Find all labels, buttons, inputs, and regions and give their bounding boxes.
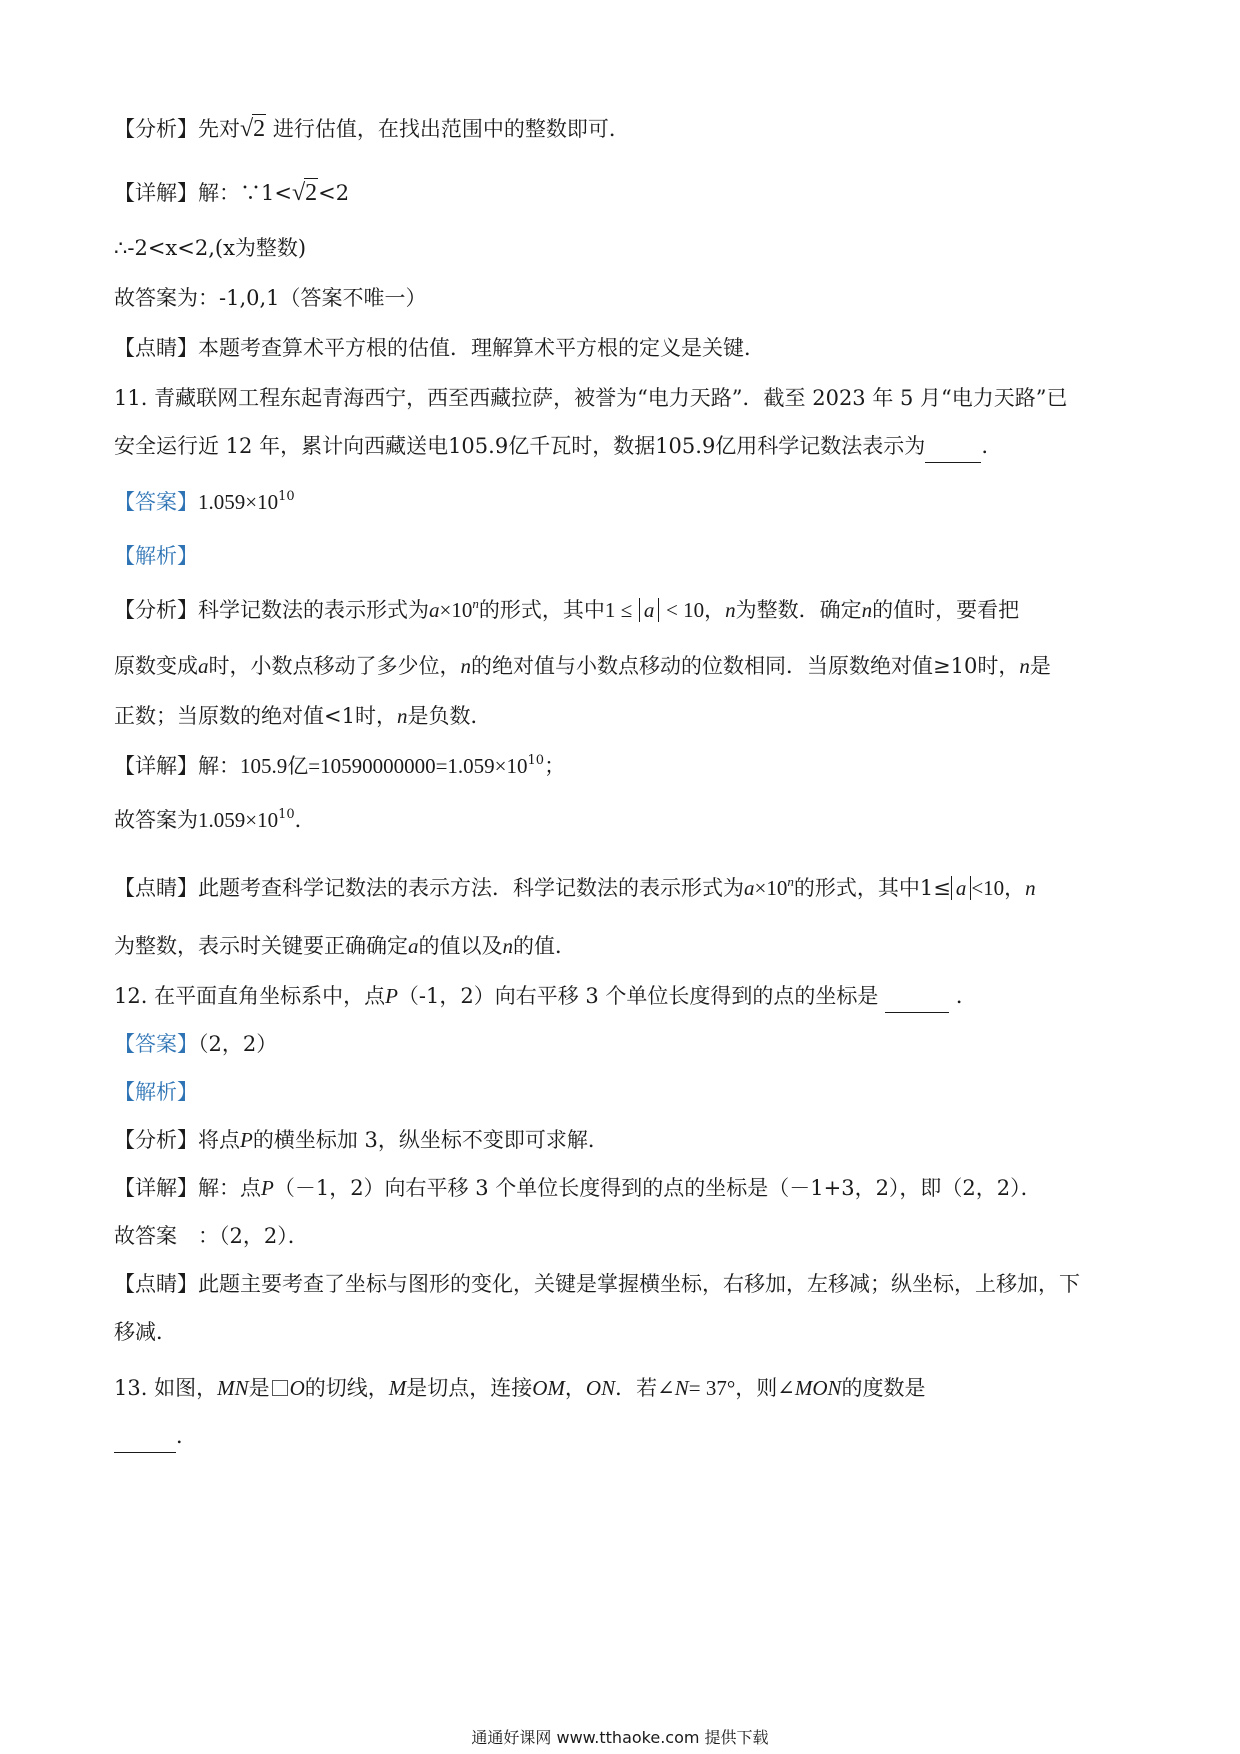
q13-question	[114, 1374, 926, 1402]
var-mon: MON	[794, 1376, 842, 1400]
text: 1.059×10	[198, 490, 279, 514]
exponent: 10	[278, 489, 295, 504]
var-p: P	[240, 1128, 253, 1152]
text: 的切线，	[304, 1376, 389, 1400]
text: 将点	[198, 1128, 240, 1152]
text: 此题主要考查了坐标与图形的变化，关键是掌握横坐标，右移加，左移减；纵坐标，上移加，下	[198, 1272, 1080, 1296]
var-n: n	[861, 598, 873, 622]
text: 时，小数点移动了多少位，	[208, 654, 461, 678]
q10-detail	[114, 178, 349, 207]
exponent: 10	[278, 807, 295, 822]
q13-blank-line	[114, 1422, 197, 1453]
q11-comment-line1	[114, 874, 1036, 902]
radicand: 2	[305, 180, 318, 206]
var-n: n	[1025, 876, 1036, 900]
text: 此题考查科学记数法的表示方法．科学记数法的表示形式为	[198, 876, 744, 900]
text: （2，2）	[198, 1032, 278, 1056]
text: 1 ≤	[604, 598, 633, 622]
answer-label: 【答案】	[114, 1032, 198, 1056]
text: 解：105.9亿=10590000000=1.059×10	[198, 754, 528, 778]
q10-therefore: ∴-2<x<2,(x为整数)	[114, 236, 307, 260]
q12-question	[114, 982, 977, 1013]
q11-question-line2	[114, 432, 988, 463]
q11-analysis-line2	[114, 652, 1051, 680]
text: 的横坐标加 3，纵坐标不变即可求解．	[252, 1128, 609, 1152]
explain-label: 【解析】	[114, 544, 198, 568]
answer-blank	[114, 1424, 176, 1453]
q12-explain-label	[114, 1078, 198, 1106]
text: 故答案为1.059×10	[114, 808, 279, 832]
var-n: n	[787, 874, 794, 889]
text: 的绝对值与小数点移动的位数相同．当原数绝对值≥10时，	[471, 654, 1020, 678]
q11-detail	[114, 752, 565, 780]
q11-question-line1: 11. 青藏联网工程东起青海西宁，西至西藏拉萨，被誉为“电力天路”．截至 2023 年 5 月“电力天路”已	[114, 386, 1068, 410]
comment-label: 【点睛】	[114, 336, 198, 360]
explain-label: 【解析】	[114, 1080, 198, 1104]
var-n: n	[460, 654, 471, 678]
text: 正数；当原数的绝对值<1时，	[114, 704, 397, 728]
text: 的值．	[513, 934, 576, 958]
var-n: n	[1019, 654, 1030, 678]
var-n: n	[396, 704, 408, 728]
text: ；	[544, 754, 566, 778]
text: ，	[564, 1376, 586, 1400]
text: 解：∵1<	[198, 181, 292, 205]
text: 的形式，其中1≤	[793, 876, 951, 900]
q11-answer-line	[114, 806, 316, 834]
text: 是负数．	[407, 704, 492, 728]
text: 本题考查算术平方根的估值．理解算术平方根的定义是关键．	[198, 336, 765, 360]
text: 的值以及	[418, 934, 503, 958]
q11-explain-label	[114, 542, 198, 570]
abs-a: a	[951, 876, 972, 900]
page-footer: 通通好课网 www.tthaoke.com 提供下载	[471, 1728, 769, 1747]
q10-comment	[114, 334, 765, 362]
exponent: 10	[527, 753, 545, 768]
answer-blank	[885, 984, 949, 1013]
var-on: ON	[585, 1376, 616, 1400]
text: ．	[955, 984, 977, 1008]
text: .	[981, 434, 988, 458]
var-m: M	[388, 1376, 407, 1400]
var-om: OM	[532, 1376, 565, 1400]
answer-label: 【答案】	[114, 490, 198, 514]
sqrt-2: √2	[291, 180, 318, 206]
text: 原数变成	[114, 654, 198, 678]
q11-analysis-line1	[114, 596, 1019, 624]
analysis-label: 【分析】	[114, 598, 198, 622]
analysis-label: 【分析】	[114, 117, 198, 141]
text: ．	[294, 808, 316, 832]
text: 为整数．确定	[735, 598, 862, 622]
abs-a: a	[639, 598, 660, 622]
var-a: a	[429, 598, 440, 622]
answer-blank	[925, 434, 981, 463]
text: 12. 在平面直角坐标系中，点	[114, 984, 386, 1008]
text: 是切点，连接	[406, 1376, 533, 1400]
var-o: O	[289, 1376, 305, 1400]
q12-comment-line2: 移减．	[114, 1320, 177, 1344]
var-mn: MN	[217, 1376, 249, 1400]
text: <10，	[971, 876, 1026, 900]
text: ，	[704, 598, 726, 622]
text: （-1，2）向右平移 3 个单位长度得到的点的坐标是	[397, 984, 879, 1008]
sqrt-2: √2	[240, 116, 266, 142]
var-p: P	[261, 1176, 274, 1200]
var-n: n	[502, 934, 513, 958]
var-a: a	[408, 934, 419, 958]
q12-analysis	[114, 1126, 609, 1154]
text: ×10	[754, 876, 788, 900]
comment-label: 【点睛】	[114, 876, 198, 900]
text: 科学记数法的表示形式为	[198, 598, 429, 622]
text: 解：点	[198, 1176, 261, 1200]
q10-answer: 故答案为：-1,0,1（答案不唯一）	[114, 286, 427, 310]
circle-symbol-icon	[272, 1380, 288, 1396]
var-n: N	[674, 1376, 689, 1400]
text: 的度数是	[841, 1376, 926, 1400]
detail-label: 【详解】	[114, 181, 198, 205]
q11-analysis-line3	[114, 702, 491, 730]
text: 是	[1029, 654, 1051, 678]
text: 13. 如图，	[114, 1376, 218, 1400]
q11-answer	[114, 488, 295, 516]
text: ．	[176, 1424, 197, 1448]
text: 为整数，表示时关键要正确确定	[114, 934, 408, 958]
text: 安全运行近 12 年，累计向西藏送电105.9亿千瓦时，数据105.9亿用科学记数法表示为	[114, 434, 926, 458]
text: 的值时，要看把	[872, 598, 1020, 622]
text: ×10	[439, 598, 473, 622]
text: = 37°，则∠	[688, 1376, 795, 1400]
text: <2	[318, 181, 350, 205]
var-p: P	[385, 984, 398, 1008]
q11-comment-line2	[114, 932, 576, 960]
text: ．若∠	[615, 1376, 675, 1400]
q12-answer-line: 故答案 ：（2，2）．	[114, 1224, 309, 1248]
q12-comment-line1	[114, 1270, 1080, 1298]
var-n: n	[725, 598, 736, 622]
text: （－1，2）向右平移 3 个单位长度得到的点的坐标是（－1+3，2），即（2，2）．	[273, 1176, 1042, 1200]
text: 进行估值，在找出范围中的整数即可．	[272, 117, 630, 141]
var-a: a	[198, 654, 209, 678]
text: < 10	[666, 598, 705, 622]
q12-answer	[114, 1030, 277, 1058]
text: 的形式，其中	[478, 598, 605, 622]
var-n: n	[472, 596, 479, 611]
comment-label: 【点睛】	[114, 1272, 198, 1296]
analysis-label: 【分析】	[114, 1128, 198, 1152]
text: 先对	[198, 117, 240, 141]
text: 是	[248, 1376, 270, 1400]
radicand: 2	[253, 116, 266, 142]
detail-label: 【详解】	[114, 1176, 198, 1200]
q10-analysis	[114, 114, 630, 143]
var-a: a	[744, 876, 755, 900]
detail-label: 【详解】	[114, 754, 198, 778]
q12-detail	[114, 1174, 1042, 1202]
